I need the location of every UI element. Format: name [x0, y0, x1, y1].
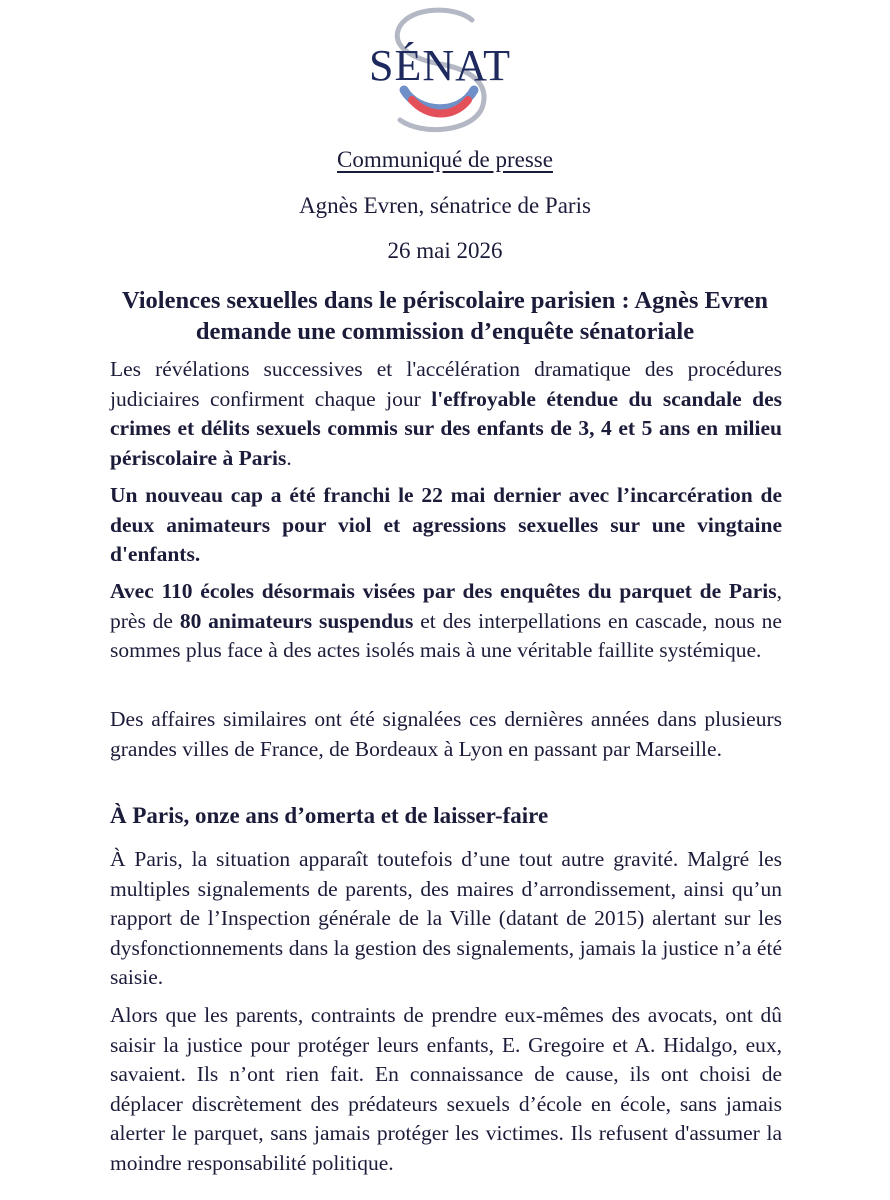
paragraph-3-emphasis-1: Avec 110 écoles désormais visées par des enquêtes du parquet de Paris: [110, 579, 777, 603]
press-release-label: Communiqué de presse: [337, 147, 553, 172]
senat-logo: [360, 4, 520, 136]
paragraph-5: À Paris, la situation apparaît toutefois d’une tout autre gravité. Malgré les multiples signalements de parents, des maires d’arrondissement, ainsi qu’un rapport de l’Inspection générale de la Ville (datant de 2015) alertant sur les dysfonctionnements dans la gestion des signalements, jamais la justice n’a été saisie.: [110, 847, 782, 989]
paragraph-3-emphasis-2: 80 animateurs suspendus: [179, 608, 414, 633]
paragraph-1-emphasis: l'effroyable étendue du scandale des crimes et délits sexuels commis sur des enfants de 3, 4 et 5 ans en milieu périscolaire à Paris: [110, 386, 783, 470]
page-title: Violences sexuelles dans le périscolaire parisien : Agnès Evren demande une commission d’enquête sénatoriale: [121, 287, 769, 345]
section-heading: À Paris, onze ans d’omerta et de laisser-faire: [110, 803, 549, 828]
author-line: Agnès Evren, sénatrice de Paris: [299, 193, 591, 218]
date-line: 26 mai 2026: [387, 238, 503, 263]
paragraph-1-intro: Les révélations successives et l'accélération dramatique des procédures judiciaires confirment chaque jour: [110, 357, 782, 411]
logo-wordmark: SÉNAT: [369, 41, 511, 90]
paragraph-3-end: et des interpellations en cascade, nous ne sommes plus face à des actes isolés mais à une véritable faillite systémique.: [110, 608, 782, 662]
paragraph-2: [110, 481, 782, 570]
paragraph-6: Alors que les parents, contraints de prendre eux-mêmes des avocats, ont dû saisir la justice pour protéger leurs enfants, E. Gregoire et A. Hidalgo, eux, savaient. Ils n’ont rien fait. En connaissance de cause, ils ont choisi de déplacer discrètement des prédateurs sexuels d’école en école, sans jamais alerter le parquet, sans jamais protéger les victimes. Ils refusent d'assumer la moindre responsabilité politique.: [110, 1003, 782, 1175]
paragraph-3: [110, 577, 782, 666]
paragraph-4: Des affaires similaires ont été signalées ces dernières années dans plusieurs grandes villes de France, de Bordeaux à Lyon en passant par Marseille.: [110, 707, 782, 761]
paragraph-2-text: Un nouveau cap a été franchi le 22 mai dernier avec l’incarcération de deux animateurs pour viol et agressions sexuelles sur une vingtaine d'enfants.: [110, 483, 782, 566]
paragraph-1-end: .: [286, 445, 292, 470]
paragraph-3-mid: , près de: [110, 579, 782, 633]
paragraph-1: [110, 355, 782, 473]
